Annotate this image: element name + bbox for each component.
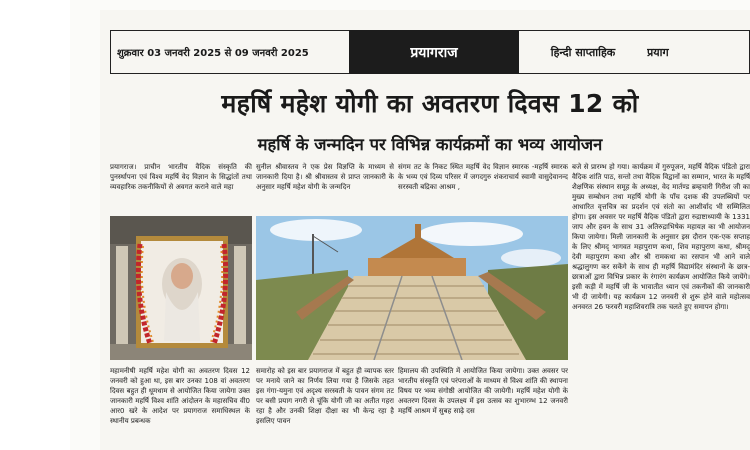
masthead-city-cut: प्रयाग — [647, 45, 669, 59]
article-headline: महर्षि महेश योगी का अवतरण दिवस 12 को — [221, 89, 639, 118]
article-column-3-top: संगम तट के निकट स्थित महर्षि वेद विज्ञान स्मारक -महर्षि स्मारक के भव्य एवं दिव्य परिसर में जगदगुरु शंकराचार्य स्वामी वासुदेवानन्द सरस्वती बद्रिका आश्रम , — [398, 163, 568, 191]
article-column-2-bottom: समारोह को इस बार प्रयागराज में बहुत ही व्यापक स्तर पर मनाये जाने का निर्णय लिया गया है जिसके तहत इस गंगा-यमुना एवं अदृश्य सरस्वती के पावन संगम तट पर बसी प्रयाग नगरी से चूंकि योगी जी का अतीत गहरा रहा है और उनकी शिक्षा दीक्षा का भी केन्द्र रहा है इसलिए पावन — [256, 367, 394, 425]
article-column-2-top: सुनील श्रीवास्तव ने एक प्रेस विज्ञप्ति के माध्यम से जानकारी दिया है। श्री श्रीवास्तव से प्राप्त जानकारी के अनुसार महर्षि महेश योगी के जन्मदिन — [256, 163, 394, 191]
article-column-1-top: प्रयागराज। प्राचीन भारतीय वैदिक संस्कृति की पुनर्स्थापना एवं विश्व महर्षि वेद विज्ञान के सिद्धांतों तथा व्यवहारिक तकनीकियों से अवगत कराने वाले महा — [110, 163, 252, 191]
masthead-city-block: प्रयागराज — [349, 30, 519, 74]
article-column-4: बजे से प्रारम्भ हो गया। कार्यक्रम में गुरुपूजन, महर्षि वैदिक पंडितो द्वारा वैदिक शांति पाठ, सन्तो तथा वैदिक विद्वानों का सम्मान, भारत के महर्षि शैक्षणिक संस्थान समूह के अध्यक्ष, वेद मार्तण्ड ब्रम्हचारी गिरीश जी का मुख्य सम्बोधन तथा महर्षि योगी के पाँच दशक की उपलब्धियों पर आधारित वृत्तचित्र का प्रदर्शन एवं संतो का आशीर्वाद भी सम्मिलित होगा। इस अवसर पर महर्षि वैदिक पंडितो द्वारा रुद्राष्टाध्यायी के 1331 जाप और हवन के साथ 31 अतिरुद्राभिषेक महायज्ञ का भी आयोजन किया जायेगा। मिली जानकारी के अनुसार इस दौरान एक-एक सप्ताह के लिए श्रीमद् भागवत महापुराण कथा, शिव महापुराण कथा, श्रीमद् देवी महापुराण कथा और श्री रामकथा का रसपान भी आने वाले श्रद्धालुगण कर सकेंगे के साथ ही महर्षि विद्यामंदिर संस्थानों के छात्र-छात्राओं द्वारा विभिन्न प्रकार के रंगारंग कार्यक्रम आयोजित किये जायेंगे। इसी कड़ी में महर्षि जी के भावातीत ध्यान एवं तकनीकों की जानकारी भी दी जायेगी। यह कार्यक्रम 12 जनवरी से शुरू होने वाले महोत्सव अनवरत 26 फरवरी महाशिवरात्रि तक चलते हुए समापन होगा। — [572, 163, 750, 311]
portrait-photo — [110, 216, 252, 360]
newspaper-page — [100, 10, 750, 450]
masthead-date: शुक्रवार 03 जनवरी 2025 से 09 जनवरी 2025 — [117, 48, 309, 59]
article-column-1-bottom: महामनीषी महर्षि महेश योगी का अवतरण दिवस 12 जनवरी को हुआ था, इस बार उनका 108 वां अवतरण दिवस बहुत ही धूमधाम से आयोजित किया जायेगा उक्त जानकारी महर्षि विश्व शांति आंदोलन के महासचिव वी0 आर0 खरे के आदेश पर प्रयागराज समाधिस्थल के स्थानीय प्रबन्धक — [110, 367, 250, 425]
temple-steps-photo — [256, 216, 568, 360]
article-column-3-bottom: हिमालय की उपस्थिति में आयोजित किया जायेगा। उक्त अवसर पर भारतीय संस्कृति एवं परंपराओं के माध्यम से विश्व शांति की स्थापना विषय पर भव्य संगोष्ठी आयोजित की जायेगी। महर्षि महेश योगी के अवतरण दिवस के उपलक्ष्य में इस उत्सव का शुभारम्भ 12 जनवरी महर्षि आश्रम में सुबह साढ़े दस — [398, 367, 568, 415]
article-subheadline: महर्षि के जन्मदिन पर विभिन्न कार्यक्रमों का भव्य आयोजन — [257, 135, 603, 154]
blank-margin — [0, 0, 70, 450]
masthead-bar — [110, 30, 750, 74]
masthead-weekly-label: हिन्दी साप्ताहिक — [550, 45, 616, 59]
